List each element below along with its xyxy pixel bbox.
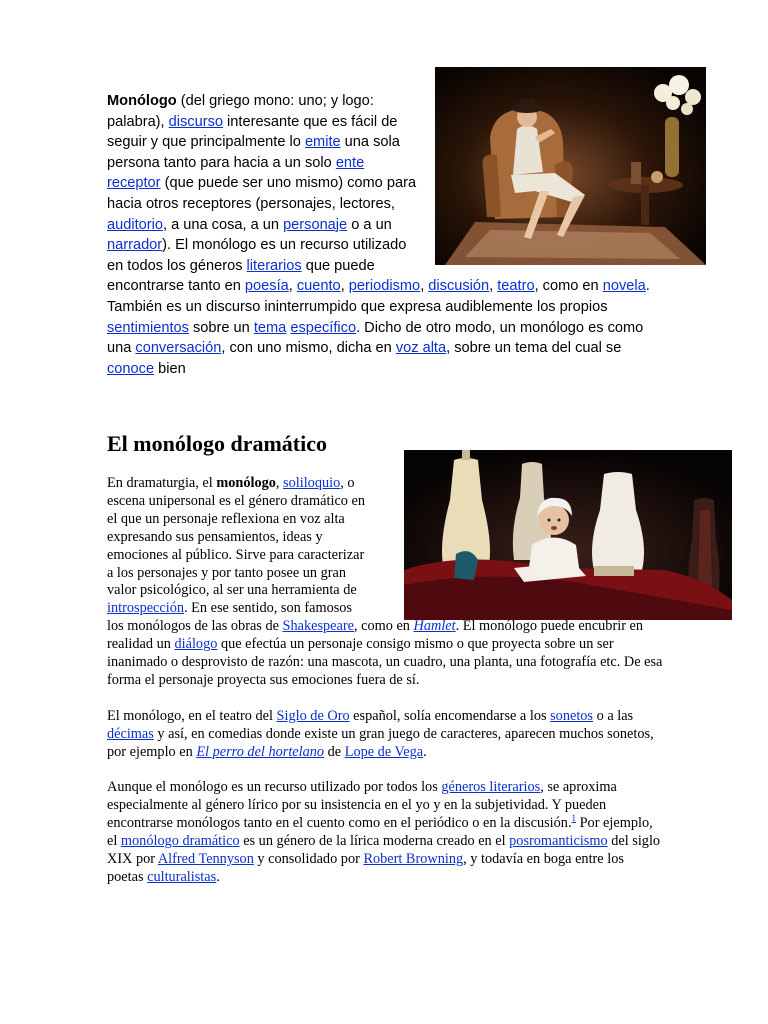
body-text: Aunque el monólogo es un recurso utilizado por todos los — [107, 779, 442, 796]
link-sonetos[interactable]: sonetos — [550, 707, 594, 724]
paragraph-siglo-de-oro — [107, 708, 663, 762]
link-cuento[interactable]: cuento — [296, 278, 341, 295]
body-text: de — [324, 743, 345, 760]
link-culturalistas[interactable]: culturalistas — [147, 868, 217, 885]
body-text: , — [275, 475, 284, 491]
intro-text: , como en — [534, 278, 603, 295]
paragraph-gap — [107, 761, 663, 779]
intro-text: . Dicho de otro modo, un monólogo es como una — [107, 319, 644, 357]
link-monologo-dramatico[interactable]: monólogo dramático — [120, 833, 240, 850]
paragraph-gap — [107, 690, 663, 708]
photo-2-spacer — [379, 475, 663, 618]
intro-text: bien — [154, 360, 186, 377]
link-siglo-de-oro[interactable]: Siglo de Oro — [276, 707, 350, 724]
link-narrador[interactable]: narrador — [107, 237, 163, 254]
intro-text: (del griego mono: uno; y logo: palabra), — [107, 93, 374, 130]
body-text: y así, en comedias donde existe un gran juego de caracteres, aparecen muchos sonetos, por ejemplo en — [107, 725, 654, 760]
body-text: del siglo XIX por — [107, 833, 661, 867]
body-text: . — [423, 743, 427, 760]
link-el-perro-del-hortelano[interactable] — [196, 744, 324, 760]
body-text: . En ese sentido, son famosos los monólogos de las obras de — [107, 600, 352, 635]
link-shakespeare[interactable]: Shakespeare — [282, 618, 354, 635]
photo-1-spacer — [428, 91, 662, 269]
intro-text: (que puede ser uno mismo) como para hacia otros receptores (personajes, lectores, — [107, 175, 417, 212]
body-text: , o escena unipersonal es el género dramático en el que un personaje reflexiona en voz alta expresando sus pensamientos, ideas y emociones al público. Sirve para caracterizar a los personajes y por tanto posee un gran valor psicológico, al ser una herramienta de — [107, 475, 366, 599]
link-ente-receptor[interactable]: ente receptor — [107, 154, 365, 192]
link-soliloquio[interactable]: soliloquio — [283, 475, 341, 491]
link-novela[interactable]: novela — [602, 278, 646, 295]
intro-text: , — [288, 278, 297, 295]
intro-text: , a una cosa, a un — [162, 216, 284, 233]
link-generos-literarios[interactable]: géneros literarios — [441, 779, 541, 796]
intro-text: , — [340, 278, 349, 295]
body-text: En dramaturgia, el — [107, 475, 217, 491]
link-lope-de-vega[interactable]: Lope de Vega — [344, 743, 424, 760]
intro-text: o a un — [347, 216, 392, 233]
link-voz-alta[interactable]: voz alta — [395, 340, 447, 357]
link-alfred-tennyson[interactable]: Alfred Tennyson — [157, 851, 254, 867]
intro-text: , con uno mismo, dicha en — [221, 340, 396, 357]
link-emite[interactable]: emite — [304, 134, 341, 151]
footnote-link[interactable]: 1 — [571, 813, 577, 824]
link-especifico[interactable]: específico — [290, 319, 357, 336]
link-robert-browning[interactable]: Robert Browning — [363, 851, 464, 867]
link-introspeccion[interactable]: introspección — [107, 600, 185, 617]
intro-text: , — [489, 278, 498, 295]
body-text: es un género de la lírica moderna creado en el — [239, 833, 510, 850]
link-discusion[interactable]: discusión — [428, 278, 490, 295]
body-content — [107, 475, 663, 887]
link-decimas[interactable]: décimas — [107, 725, 154, 742]
body-text: . — [216, 868, 220, 885]
link-auditorio[interactable]: auditorio — [107, 216, 163, 233]
link-personaje[interactable]: personaje — [283, 216, 348, 233]
link-sentimientos[interactable]: sentimientos — [107, 319, 189, 336]
paragraph-generos — [107, 779, 663, 886]
intro-text: una sola persona tanto para hacia a un solo — [107, 134, 400, 171]
body-text: y consolidado por — [253, 851, 364, 867]
link-posromanticismo[interactable]: posromanticismo — [509, 833, 608, 850]
intro-text: interesante que es fácil de seguir y que principalmente lo — [107, 113, 398, 151]
intro-text: sobre un — [188, 319, 254, 336]
link-discurso[interactable]: discurso — [168, 113, 223, 130]
link-tema[interactable]: tema — [253, 319, 287, 336]
intro-text: . También es un discurso ininterrumpido que expresa audiblemente los propios — [107, 278, 650, 315]
perro-title: El perro del hortelano — [196, 743, 325, 760]
body-text: Por ejemplo, el — [107, 815, 653, 850]
hamlet-title: Hamlet — [413, 618, 456, 635]
intro-text: , — [420, 278, 429, 295]
body-text: que efectúa un personaje consigo mismo o que proyecta sobre un ser inanimado o desprovisto de razón: una mascota, un cuadro, una planta, una fotografía etc. De esa forma el personaje proyecta sus emociones fuera de sí. — [107, 636, 663, 688]
section-heading: El monólogo dramático — [107, 431, 327, 456]
body-text: español, solía encomendarse a los — [349, 707, 551, 724]
link-poesia[interactable]: poesía — [244, 278, 289, 295]
link-conoce[interactable]: conoce — [107, 360, 155, 377]
body-text: El monólogo, en el teatro del — [107, 707, 277, 724]
body-text: , como en — [353, 618, 414, 635]
body-text: , se aproxima especialmente al género lírico por su insistencia en el yo y en la subjetividad. Y pueden encontrarse monólogos tanto en el cuento como en el periódico o en la discusión. — [107, 779, 617, 832]
intro-text: ). El monólogo es un recurso utilizado en todos los géneros — [107, 237, 407, 274]
term-monologo: Monólogo — [107, 93, 177, 109]
body-text: . El monólogo puede encubrir en realidad un — [107, 618, 644, 653]
body-text: o a las — [593, 707, 634, 724]
intro-text: , sobre un tema del cual se — [446, 340, 622, 357]
bold-monologo: monólogo — [216, 475, 276, 491]
intro-paragraph — [107, 91, 662, 379]
intro-text: que puede encontrarse tanto en — [107, 257, 375, 295]
link-conversacion[interactable]: conversación — [135, 340, 222, 357]
link-dialogo[interactable]: diálogo — [174, 636, 218, 653]
link-hamlet[interactable] — [414, 618, 456, 634]
link-periodismo[interactable]: periodismo — [348, 278, 421, 295]
link-literarios[interactable]: literarios — [246, 257, 302, 274]
body-text: , y todavía en boga entre los poetas — [107, 851, 624, 885]
link-teatro[interactable]: teatro — [497, 278, 535, 295]
